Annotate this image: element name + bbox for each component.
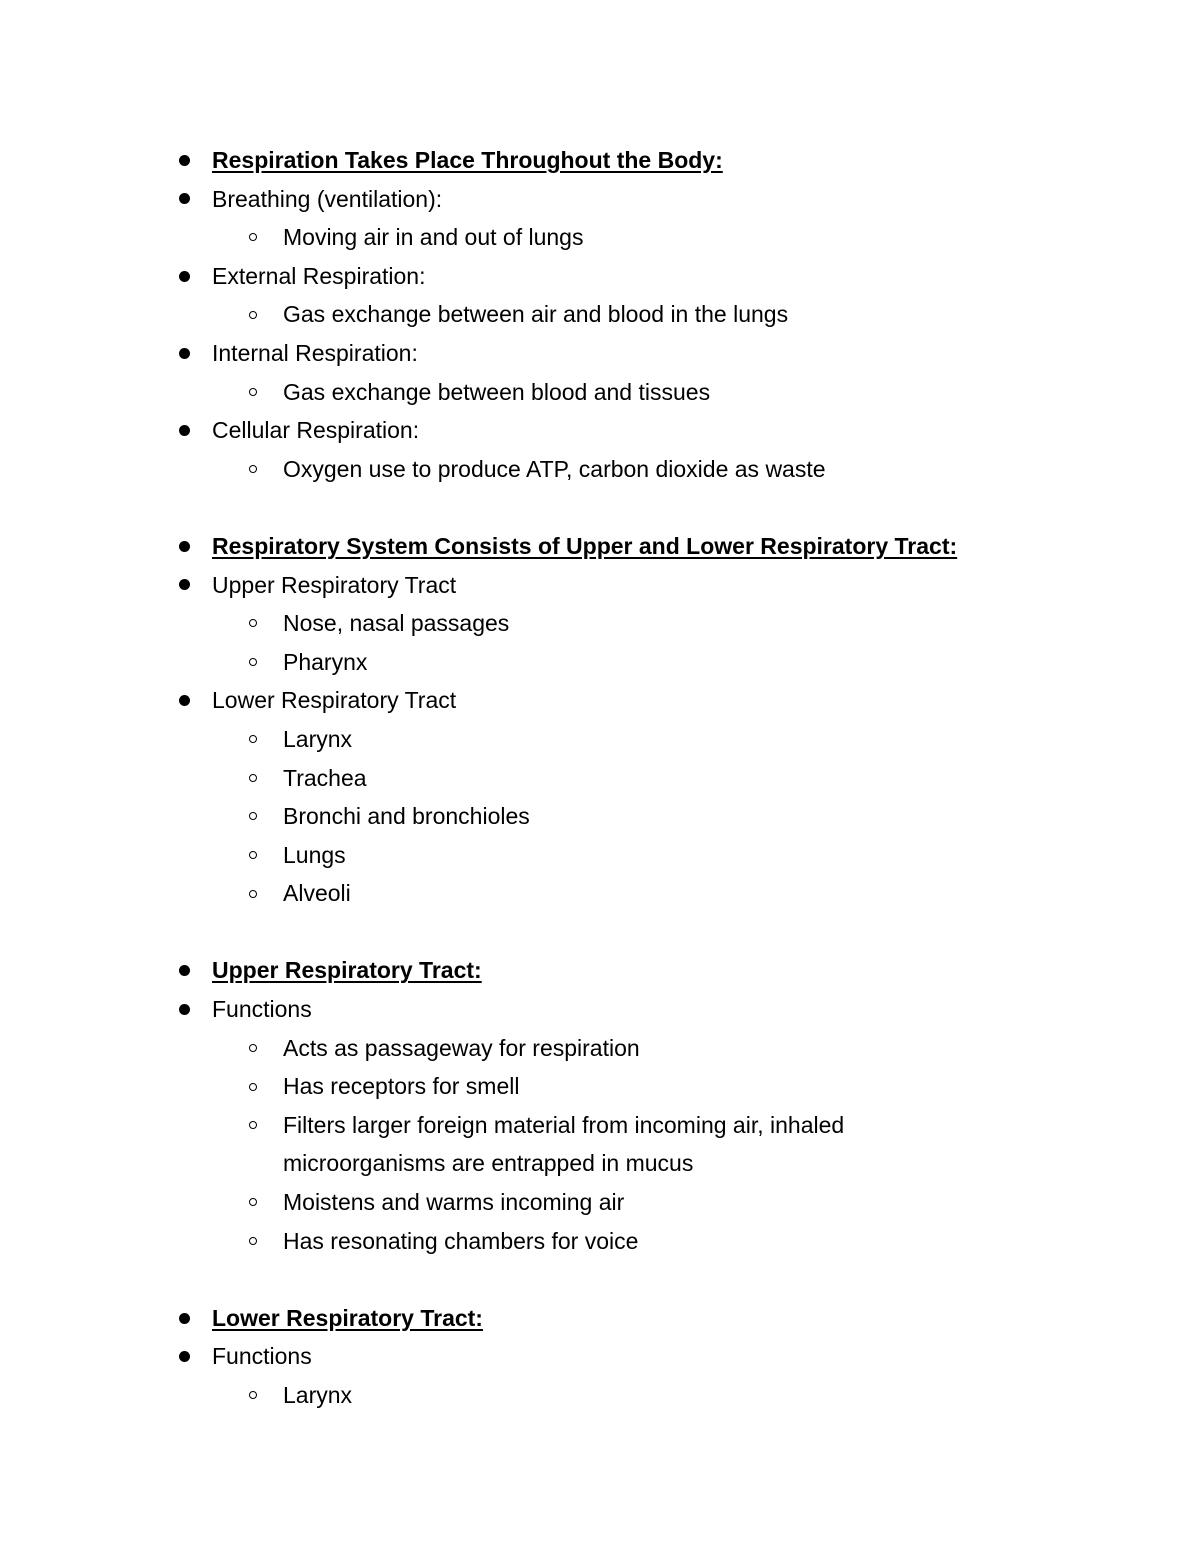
bullet-circle-icon [249,1222,257,1261]
bullet-dot-icon [179,1299,190,1338]
sub-list-item-text: Has receptors for smell [283,1073,520,1100]
section-heading-text: Lower Respiratory Tract: [212,1304,483,1331]
sub-list-item-text: Moving air in and out of lungs [283,224,584,251]
bullet-circle-icon [249,836,257,875]
bullet-dot-icon [179,990,190,1029]
bullet-dot-icon [179,566,190,605]
sub-list-item-text: Alveoli [283,880,351,907]
sub-list-item [0,759,1200,798]
list-item [0,411,1200,450]
section-heading [0,951,1200,990]
sub-list-item [0,373,1200,412]
bullet-circle-icon [249,604,257,643]
bullet-dot-icon [179,411,190,450]
section-heading-text: Respiration Takes Place Throughout the Body: [212,147,723,173]
blank-line [0,1260,1200,1299]
bullet-circle-icon [249,1067,257,1106]
bullet-circle-icon [249,720,257,759]
list-item-text: Breathing (ventilation): [212,185,443,212]
bullet-circle-icon [249,643,257,682]
sub-list-item-text: Pharynx [283,648,368,675]
list-item [0,681,1200,720]
list-item [0,257,1200,296]
sub-list-item [0,1376,1200,1415]
sub-list-item-text: Moistens and warms incoming air [283,1189,625,1216]
sub-list-item [0,450,1200,489]
bullet-dot-icon [179,681,190,720]
section-heading [0,1299,1200,1338]
bullet-dot-icon [179,334,190,373]
bullet-circle-icon [249,874,257,913]
list-item-text: Internal Respiration: [212,339,418,366]
bullet-dot-icon [179,257,190,296]
list-item [0,334,1200,373]
sub-list-item-text: Oxygen use to produce ATP, carbon dioxide as waste [283,455,826,482]
sub-list-item-text: Has resonating chambers for voice [283,1227,639,1254]
bullet-circle-icon [249,797,257,836]
list-item-text: Functions [212,996,312,1023]
bullet-circle-icon [249,1183,257,1222]
section-heading-text: Upper Respiratory Tract: [212,957,482,984]
bullet-circle-icon [249,759,257,798]
sub-list-item-continuation [0,1144,1200,1183]
bullet-dot-icon [179,141,190,180]
bullet-dot-icon [179,951,190,990]
sub-list-item-text: Lungs [283,841,346,868]
bullet-dot-icon [179,180,190,219]
sub-list-item-text: Acts as passageway for respiration [283,1034,640,1061]
list-item-text: Functions [212,1343,312,1370]
sub-list-item [0,218,1200,257]
sub-list-item [0,874,1200,913]
list-item [0,566,1200,605]
notes-outline [0,141,1200,1415]
sub-list-item [0,1106,1200,1145]
bullet-circle-icon [249,450,257,489]
list-item-text: Upper Respiratory Tract [212,571,457,598]
list-item-text: Lower Respiratory Tract [212,687,457,714]
list-item [0,1337,1200,1376]
sub-list-item [0,1222,1200,1261]
list-item [0,990,1200,1029]
sub-list-item [0,1067,1200,1106]
sub-list-item-text: Larynx [283,1382,353,1408]
bullet-circle-icon [249,1106,257,1145]
sub-list-item-text: Gas exchange between air and blood in the lungs [283,301,789,328]
list-item-text: External Respiration: [212,262,426,289]
sub-list-item [0,720,1200,759]
sub-list-item [0,604,1200,643]
sub-list-item-text: Gas exchange between blood and tissues [283,378,711,405]
bullet-circle-icon [249,373,257,412]
list-item [0,180,1200,219]
sub-list-item-text: Larynx [283,725,353,752]
sub-list-item [0,1183,1200,1222]
sub-list-item-text: Trachea [283,764,367,791]
section-heading [0,141,1200,180]
bullet-dot-icon [179,1337,190,1376]
section-heading-text: Respiratory System Consists of Upper and Lower Respiratory Tract: [212,532,958,559]
sub-list-item [0,836,1200,875]
bullet-circle-icon [249,218,257,257]
bullet-circle-icon [249,1376,257,1415]
sub-list-item [0,643,1200,682]
sub-list-item [0,797,1200,836]
sub-list-item-text: Nose, nasal passages [283,610,510,637]
bullet-circle-icon [249,1029,257,1068]
list-item-text: Cellular Respiration: [212,417,420,444]
sub-list-item-text: Bronchi and bronchioles [283,803,530,830]
sub-list-item [0,1029,1200,1068]
bullet-circle-icon [249,295,257,334]
section-heading [0,527,1200,566]
sub-list-item-continuation-text: microorganisms are entrapped in mucus [283,1150,694,1177]
sub-list-item-text: Filters larger foreign material from incoming air, inhaled [283,1111,845,1138]
blank-line [0,913,1200,952]
blank-line [0,488,1200,527]
sub-list-item [0,295,1200,334]
bullet-dot-icon [179,527,190,566]
